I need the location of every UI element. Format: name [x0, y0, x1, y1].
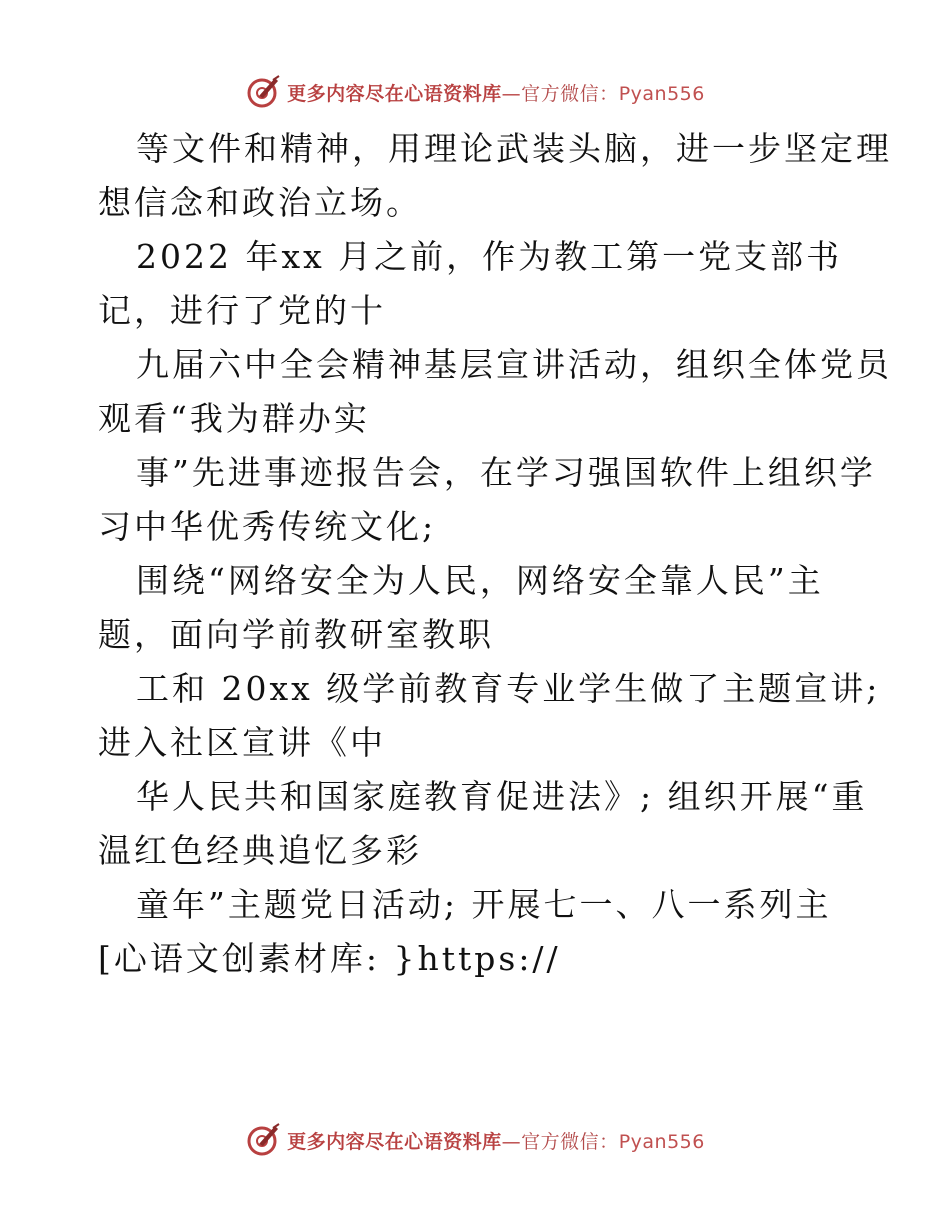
- text-line: 九届六中全会精神基层宣讲活动，组织全体党员: [136, 345, 892, 384]
- watermark-dash: —: [501, 1130, 522, 1153]
- watermark-text: [287, 79, 705, 106]
- quill-logo-icon: [245, 1122, 281, 1158]
- watermark-wechat-label: 官方微信：: [521, 1130, 619, 1153]
- text-line: 温红色经典追忆多彩: [98, 831, 422, 870]
- watermark-dash: —: [501, 82, 522, 105]
- text-line: 观看“我为群办实: [98, 399, 370, 438]
- watermark-site: 更多内容尽在心语资料库: [287, 82, 502, 105]
- text-line: 题，面向学前教研室教职: [98, 615, 494, 654]
- footer-watermark: [0, 1120, 950, 1160]
- text-line: 想信念和政治立场。: [98, 183, 422, 222]
- text-line: 进入社区宣讲《中: [98, 723, 386, 762]
- text-line: 习中华优秀传统文化;: [98, 507, 437, 546]
- text-line: 记，进行了党的十: [98, 291, 386, 330]
- quill-logo-icon: [245, 74, 281, 110]
- watermark-text: [287, 1127, 705, 1154]
- watermark-account: Pyan556: [618, 82, 705, 105]
- text-line: 工和 20xx 级学前教育专业学生做了主题宣讲;: [136, 669, 881, 708]
- watermark-wechat-label: 官方微信：: [521, 82, 619, 105]
- text-line: [心语文创素材库: }https://: [98, 939, 561, 978]
- text-line: 2022 年xx 月之前，作为教工第一党支部书: [136, 237, 843, 276]
- watermark-account: Pyan556: [618, 1130, 705, 1153]
- text-line: 事”先进事迹报告会，在学习强国软件上组织学: [136, 453, 876, 492]
- text-line: 围绕“网络安全为人民，网络安全靠人民”主: [136, 561, 824, 600]
- watermark-site: 更多内容尽在心语资料库: [287, 1130, 502, 1153]
- header-watermark: [0, 72, 950, 112]
- document-body: [98, 122, 892, 986]
- text-line: 华人民共和国家庭教育促进法》; 组织开展“重: [136, 777, 868, 816]
- text-line: 童年”主题党日活动; 开展七一、八一系列主: [136, 885, 832, 924]
- text-line: 等文件和精神，用理论武装头脑，进一步坚定理: [136, 129, 892, 168]
